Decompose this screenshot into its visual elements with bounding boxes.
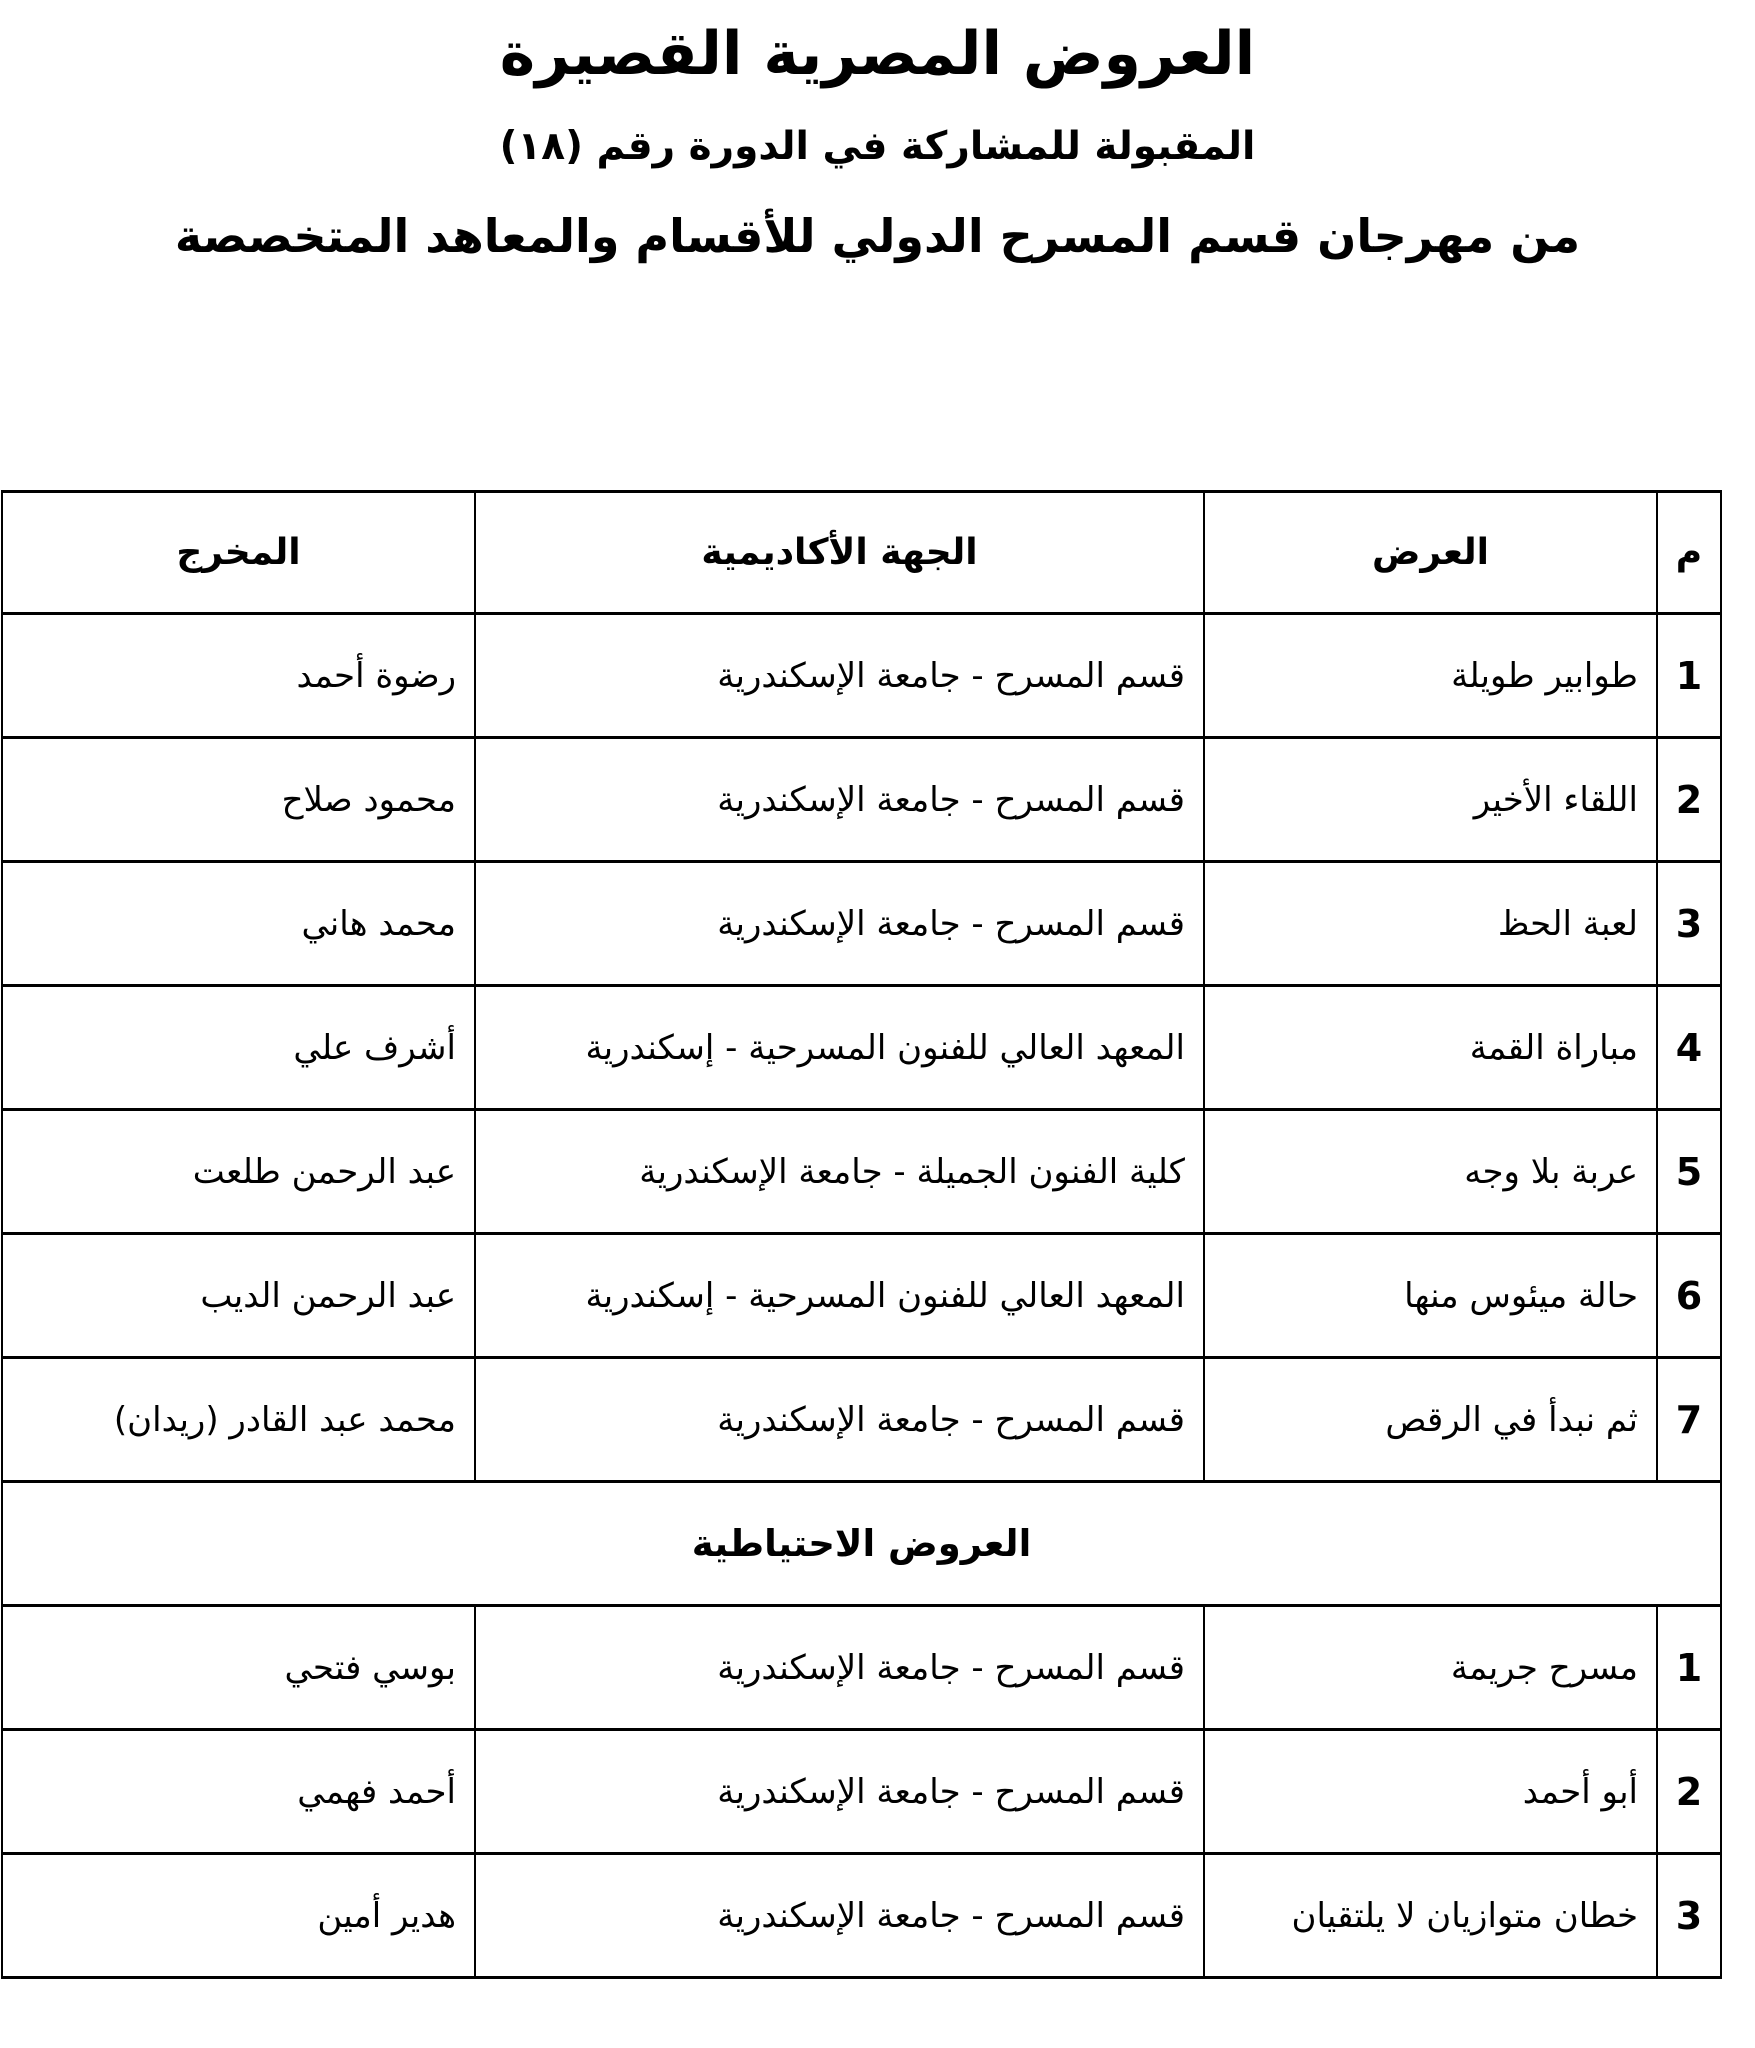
academic-entity-cell: قسم المسرح - جامعة الإسكندرية <box>475 862 1204 986</box>
column-header-director: المخرج <box>2 492 475 614</box>
show-name-cell: طوابير طويلة <box>1204 614 1657 738</box>
director-name-cell: أحمد فهمي <box>2 1730 475 1854</box>
table-row <box>2 1730 1721 1854</box>
section-header-row <box>2 1482 1721 1606</box>
academic-entity-cell: كلية الفنون الجميلة - جامعة الإسكندرية <box>475 1110 1204 1234</box>
show-name-cell: مسرح جريمة <box>1204 1606 1657 1730</box>
show-name-cell: ثم نبدأ في الرقص <box>1204 1358 1657 1482</box>
document-title-block <box>0 0 1755 268</box>
column-header-number: م <box>1657 492 1721 614</box>
academic-entity-cell: المعهد العالي للفنون المسرحية - إسكندرية <box>475 1234 1204 1358</box>
reserve-shows-body <box>2 1606 1721 1978</box>
director-name-cell: أشرف علي <box>2 986 475 1110</box>
director-name-cell: رضوة أحمد <box>2 614 475 738</box>
table-row <box>2 1234 1721 1358</box>
row-number-cell: 2 <box>1657 1730 1721 1854</box>
table-row <box>2 1358 1721 1482</box>
row-number-cell: 6 <box>1657 1234 1721 1358</box>
academic-entity-cell: قسم المسرح - جامعة الإسكندرية <box>475 614 1204 738</box>
show-name-cell: اللقاء الأخير <box>1204 738 1657 862</box>
table-header-row <box>2 492 1721 614</box>
show-name-cell: لعبة الحظ <box>1204 862 1657 986</box>
academic-entity-cell: قسم المسرح - جامعة الإسكندرية <box>475 1358 1204 1482</box>
table-row <box>2 862 1721 986</box>
table-row <box>2 986 1721 1110</box>
shows-table <box>1 490 1722 1979</box>
title-line-1: العروض المصرية القصيرة <box>499 19 1256 89</box>
section-body <box>2 1482 1721 1606</box>
title-line-2: المقبولة للمشاركة في الدورة رقم (١٨) <box>499 124 1256 169</box>
director-name-cell: بوسي فتحي <box>2 1606 475 1730</box>
show-name-cell: أبو أحمد <box>1204 1730 1657 1854</box>
show-name-cell: خطان متوازيان لا يلتقيان <box>1204 1854 1657 1978</box>
academic-entity-cell: المعهد العالي للفنون المسرحية - إسكندرية <box>475 986 1204 1110</box>
director-name-cell: هدير أمين <box>2 1854 475 1978</box>
row-number-cell: 3 <box>1657 1854 1721 1978</box>
director-name-cell: عبد الرحمن طلعت <box>2 1110 475 1234</box>
accepted-shows-body <box>2 614 1721 1482</box>
row-number-cell: 1 <box>1657 614 1721 738</box>
director-name-cell: محمد عبد القادر (ريدان) <box>2 1358 475 1482</box>
academic-entity-cell: قسم المسرح - جامعة الإسكندرية <box>475 1606 1204 1730</box>
row-number-cell: 7 <box>1657 1358 1721 1482</box>
table-row <box>2 1110 1721 1234</box>
column-header-academic-entity: الجهة الأكاديمية <box>475 492 1204 614</box>
row-number-cell: 2 <box>1657 738 1721 862</box>
director-name-cell: محمود صلاح <box>2 738 475 862</box>
academic-entity-cell: قسم المسرح - جامعة الإسكندرية <box>475 738 1204 862</box>
row-number-cell: 4 <box>1657 986 1721 1110</box>
show-name-cell: حالة ميئوس منها <box>1204 1234 1657 1358</box>
table-row <box>2 1606 1721 1730</box>
academic-entity-cell: قسم المسرح - جامعة الإسكندرية <box>475 1730 1204 1854</box>
section-header-label: العروض الاحتياطية <box>2 1482 1721 1606</box>
table-row <box>2 614 1721 738</box>
show-name-cell: مباراة القمة <box>1204 986 1657 1110</box>
academic-entity-cell: قسم المسرح - جامعة الإسكندرية <box>475 1854 1204 1978</box>
column-header-show: العرض <box>1204 492 1657 614</box>
director-name-cell: عبد الرحمن الديب <box>2 1234 475 1358</box>
show-name-cell: عربة بلا وجه <box>1204 1110 1657 1234</box>
row-number-cell: 5 <box>1657 1110 1721 1234</box>
row-number-cell: 3 <box>1657 862 1721 986</box>
director-name-cell: محمد هاني <box>2 862 475 986</box>
table-row <box>2 738 1721 862</box>
table-row <box>2 1854 1721 1978</box>
row-number-cell: 1 <box>1657 1606 1721 1730</box>
title-line-3: من مهرجان قسم المسرح الدولي للأقسام والمعاهد المتخصصة <box>174 208 1581 263</box>
